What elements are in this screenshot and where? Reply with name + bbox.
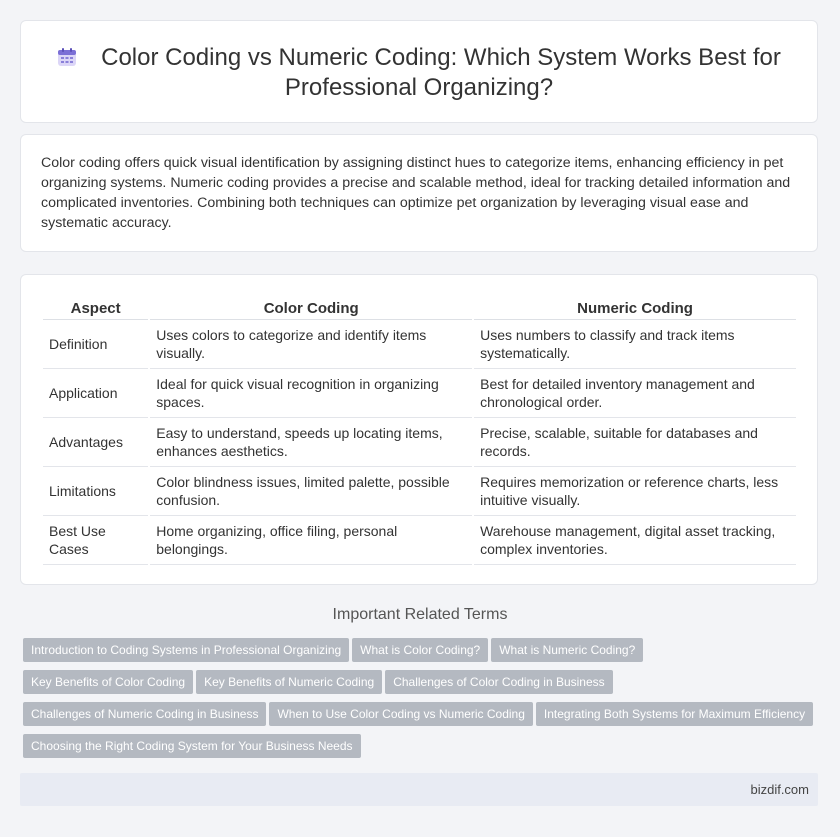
comparison-table-card [20,274,818,585]
related-term-tag[interactable]: Challenges of Color Coding in Business [385,670,612,694]
table-header-row [43,295,796,320]
footer [20,773,818,806]
page-title-text: Color Coding vs Numeric Coding: Which System Works Best for Professional Organizing? [101,44,781,101]
related-terms-title: Important Related Terms [332,606,508,623]
related-term-tag[interactable]: What is Numeric Coding? [491,638,643,662]
related-term-tag[interactable]: Integrating Both Systems for Maximum Efficiency [536,702,813,726]
table-row [43,516,796,565]
numeric-coding-cell: Best for detailed inventory management and chronological order. [474,369,796,418]
color-coding-cell: Color blindness issues, limited palette, possible confusion. [150,467,472,516]
related-term-tag[interactable]: Key Benefits of Color Coding [23,670,193,694]
related-term-tag[interactable]: Key Benefits of Numeric Coding [196,670,382,694]
related-term-tag[interactable]: Challenges of Numeric Coding in Business [23,702,266,726]
table-row [43,418,796,467]
color-coding-cell: Uses colors to categorize and identify items visually. [150,320,472,369]
table-row [43,369,796,418]
aspect-cell: Definition [43,320,148,369]
numeric-coding-cell: Precise, scalable, suitable for databases and records. [474,418,796,467]
header-color-coding: Color Coding [150,295,472,320]
numeric-coding-cell: Warehouse management, digital asset tracking, complex inventories. [474,516,796,565]
numeric-coding-cell: Uses numbers to classify and track items systematically. [474,320,796,369]
header-card [20,20,818,123]
header-aspect: Aspect [43,295,148,320]
related-term-tag[interactable]: What is Color Coding? [352,638,488,662]
related-term-tag[interactable]: Introduction to Coding Systems in Professional Organizing [23,638,349,662]
table-row [43,467,796,516]
color-coding-cell: Ideal for quick visual recognition in organizing spaces. [150,369,472,418]
color-coding-cell: Home organizing, office filing, personal belongings. [150,516,472,565]
related-terms-list [23,638,823,766]
comparison-table [41,295,798,565]
calendar-icon [57,47,77,67]
page-title [21,43,817,103]
aspect-cell: Advantages [43,418,148,467]
aspect-cell: Best Use Cases [43,516,148,565]
footer-site-link[interactable]: bizdif.com [750,782,809,797]
numeric-coding-cell: Requires memorization or reference charts, less intuitive visually. [474,467,796,516]
color-coding-cell: Easy to understand, speeds up locating items, enhances aesthetics. [150,418,472,467]
related-term-tag[interactable]: When to Use Color Coding vs Numeric Coding [269,702,532,726]
intro-paragraph: Color coding offers quick visual identification by assigning distinct hues to categorize items, enhancing efficiency in pet organizing systems. Numeric coding provides a precise and scalable method, ideal for tracking detailed information and complicated inventories. Combining both techniques can optimize pet organization by leveraging visual ease and systematic accuracy. [41,155,791,231]
table-row [43,320,796,369]
related-term-tag[interactable]: Choosing the Right Coding System for Your Business Needs [23,734,361,758]
aspect-cell: Application [43,369,148,418]
aspect-cell: Limitations [43,467,148,516]
intro-card [20,134,818,252]
header-numeric-coding: Numeric Coding [474,295,796,320]
